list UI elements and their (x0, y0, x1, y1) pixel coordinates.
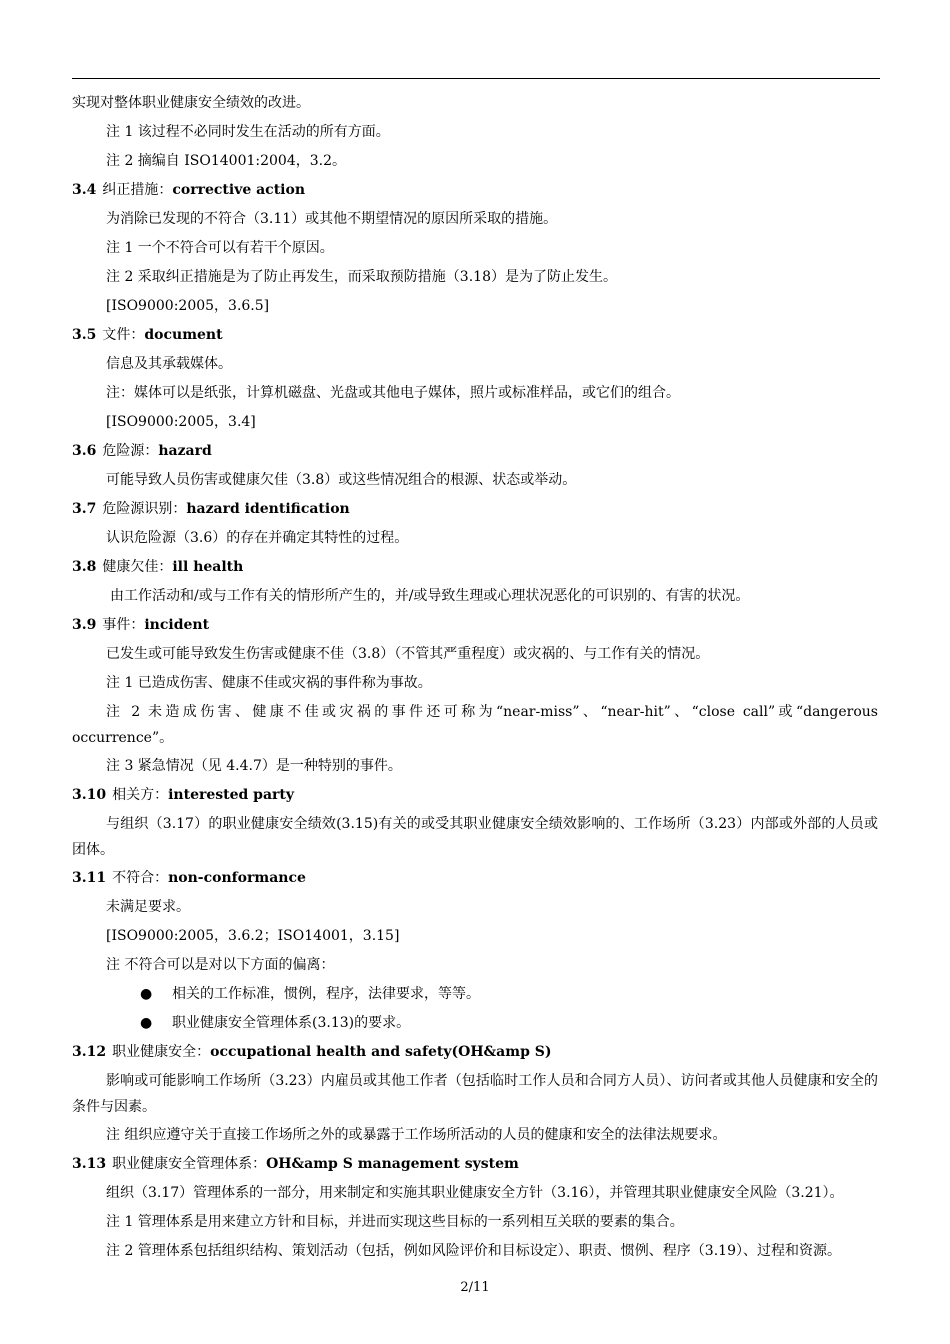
term-english: incident (144, 617, 210, 633)
term-heading (72, 1038, 878, 1067)
term-heading (72, 1150, 878, 1179)
term-chinese: 健康欠佳： (102, 559, 173, 575)
paragraph-line: 信息及其承载媒体。 (106, 356, 232, 372)
paragraph-line: 注 1 已造成伤害、健康不佳或灾祸的事件称为事故。 (106, 675, 432, 691)
term-number: 3.12 (72, 1044, 107, 1060)
term-english: document (144, 327, 223, 343)
term-number: 3.8 (72, 559, 97, 575)
bullet-item (72, 980, 878, 1009)
term-english: interested party (168, 787, 295, 803)
bullet-item (72, 1009, 878, 1038)
term-chinese: 纠正措施： (102, 182, 173, 198)
term-chinese: 不符合： (112, 870, 169, 886)
paragraph-line: [ISO9000:2005，3.6.2；ISO14001，3.15] (106, 928, 400, 944)
term-number: 3.10 (72, 787, 107, 803)
term-heading (72, 553, 878, 582)
term-english: ill health (172, 559, 244, 575)
term-number: 3.9 (72, 617, 97, 633)
term-number: 3.5 (72, 327, 97, 343)
paragraph-line: 由工作活动和/或与工作有关的情形所产生的，并/或导致生理或心理状况恶化的可识别的、有害的状况。 (110, 588, 750, 604)
term-english: hazard (158, 443, 212, 459)
document-body (72, 89, 878, 1265)
term-number: 3.13 (72, 1156, 107, 1172)
paragraph-line: 与组织（3.17）的职业健康安全绩效(3.15)有关的或受其职业健康安全绩效影响的、工作场所（3.23）内部或外部的人员或团体。 (72, 816, 878, 858)
term-chinese: 危险源识别： (102, 501, 187, 517)
term-english: OH&amp S management system (266, 1156, 519, 1172)
paragraph-line: 注 2 管理体系包括组织结构、策划活动（包括，例如风险评价和目标设定）、职责、惯例、程序（3.19）、过程和资源。 (106, 1242, 841, 1259)
paragraph-line: 影响或可能影响工作场所（3.23）内雇员或其他工作者（包括临时工作人员和合同方人员）、访问者或其他人员健康和安全的条件与因素。 (72, 1073, 878, 1115)
term-english: corrective action (172, 182, 306, 198)
term-heading (72, 864, 878, 893)
term-heading (72, 611, 878, 640)
term-heading (72, 321, 878, 350)
paragraph-line: [ISO9000:2005，3.4] (106, 414, 256, 430)
term-chinese: 相关方： (112, 787, 169, 803)
paragraph-line: 注 1 该过程不必同时发生在活动的所有方面。 (106, 124, 390, 140)
paragraph-line: 注 2 摘编自 ISO14001:2004，3.2。 (106, 153, 347, 169)
paragraph-line: 注 2 采取纠正措施是为了防止再发生，而采取预防措施（3.18）是为了防止发生。 (106, 269, 617, 285)
header-rule (72, 78, 880, 79)
term-english: hazard identification (186, 501, 350, 517)
term-number: 3.6 (72, 443, 97, 459)
paragraph-line: 组织（3.17）管理体系的一部分，用来制定和实施其职业健康安全方针（3.16），并管理其职业健康安全风险（3.21）。 (106, 1185, 844, 1201)
paragraph-line: 注 组织应遵守关于直接工作场所之外的或暴露于工作场所活动的人员的健康和安全的法律法规要求。 (106, 1127, 727, 1143)
paragraph-line: 注 1 一个不符合可以有若干个原因。 (106, 240, 334, 256)
term-number: 3.7 (72, 501, 97, 517)
term-chinese: 事件： (102, 617, 145, 633)
paragraph-line: 已发生或可能导致发生伤害或健康不佳（3.8）（不管其严重程度）或灾祸的、与工作有关的情况。 (106, 646, 710, 662)
term-chinese: 职业健康安全： (112, 1044, 211, 1060)
term-number: 3.11 (72, 870, 107, 886)
paragraph-line: 注 1 管理体系是用来建立方针和目标，并进而实现这些目标的一系列相互关联的要素的集合。 (106, 1213, 684, 1230)
paragraph-line: 未满足要求。 (106, 899, 190, 915)
bullet-text: 相关的工作标准，惯例，程序，法律要求，等等。 (172, 986, 480, 1002)
term-heading (72, 437, 878, 466)
paragraph-line: 注：媒体可以是纸张，计算机磁盘、光盘或其他电子媒体，照片或标准样品，或它们的组合。 (106, 385, 680, 401)
paragraph-line: [ISO9000:2005，3.6.5] (106, 298, 270, 314)
paragraph-line: 注 不符合可以是对以下方面的偏离： (106, 957, 335, 973)
paragraph-line: 注 2 未造成伤害、健康不佳或灾祸的事件还可称为“near-miss”、“near-hit”、“close call”或“dangerous occurrence”。 (72, 704, 878, 746)
paragraph-line: 为消除已发现的不符合（3.11）或其他不期望情况的原因所采取的措施。 (106, 211, 558, 227)
page-number: 2/11 (460, 1280, 490, 1295)
term-number: 3.4 (72, 182, 97, 198)
term-english: occupational health and safety(OH&amp S) (210, 1044, 552, 1060)
bullet-dot-icon: ● (140, 986, 153, 1002)
paragraph-line: 认识危险源（3.6）的存在并确定其特性的过程。 (106, 530, 409, 546)
term-chinese: 文件： (102, 327, 145, 343)
bullet-dot-icon: ● (140, 1015, 153, 1031)
term-heading (72, 176, 878, 205)
term-english: non-conformance (168, 870, 306, 886)
paragraph-line: 注 3 紧急情况（见 4.4.7）是一种特别的事件。 (106, 758, 402, 774)
paragraph-line: 实现对整体职业健康安全绩效的改进。 (72, 95, 310, 111)
paragraph-line: 可能导致人员伤害或健康欠佳（3.8）或这些情况组合的根源、状态或举动。 (106, 472, 577, 488)
term-chinese: 职业健康安全管理体系： (112, 1156, 267, 1172)
term-chinese: 危险源： (102, 443, 159, 459)
term-heading (72, 781, 878, 810)
term-heading (72, 495, 878, 524)
bullet-text: 职业健康安全管理体系(3.13)的要求。 (172, 1015, 411, 1031)
